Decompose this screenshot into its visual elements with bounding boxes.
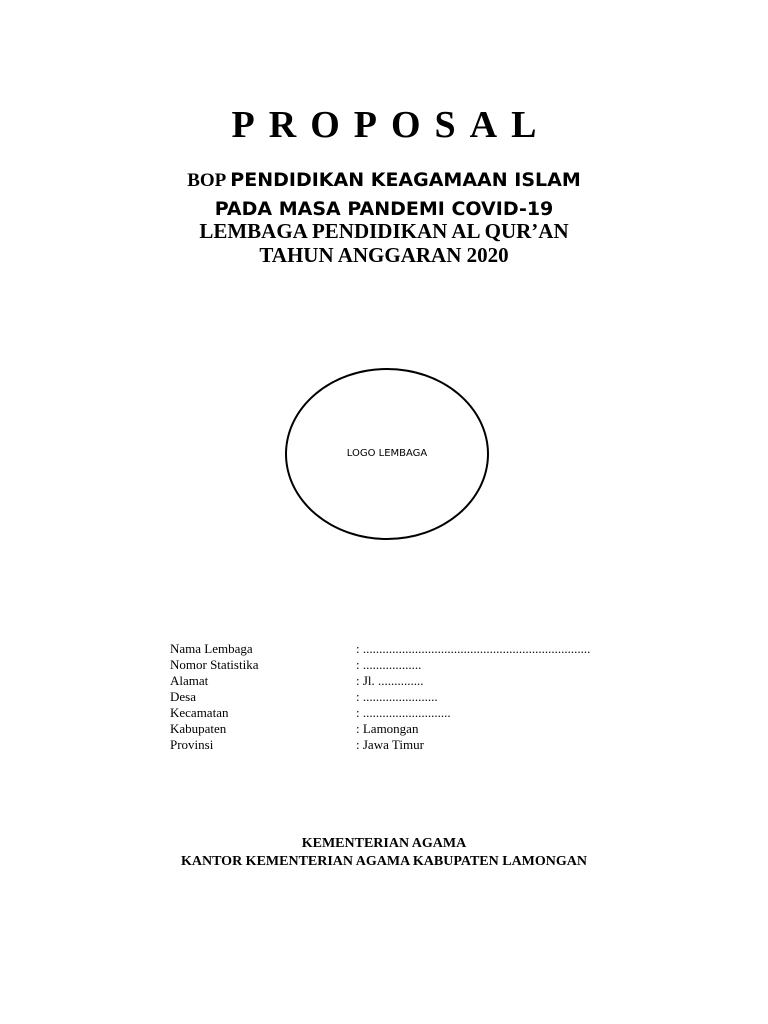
info-row [170,673,590,689]
info-row [170,689,590,705]
info-row [170,705,590,721]
info-row [170,737,590,753]
logo-placeholder-text: LOGO LEMBAGA [346,448,428,459]
subtitle-line-2: PADA MASA PANDEMI COVID-19 [214,198,554,220]
institution-block [0,219,768,267]
info-value: : Lamongan [356,721,419,736]
footer-office: KANTOR KEMENTERIAN AGAMA KABUPATEN LAMONGAN [180,854,588,869]
info-value: : Jawa Timur [356,737,424,752]
subtitle-main: PENDIDIKAN KEAGAMAAN ISLAM [230,169,581,191]
info-row [170,721,590,737]
info-row [170,641,590,657]
document-title: PROPOSAL [231,104,551,146]
info-row [170,657,590,673]
subtitle-block [0,166,768,222]
info-label: Alamat [170,673,209,688]
info-label: Kecamatan [170,705,229,720]
info-label: Kabupaten [170,721,227,736]
info-label: Nama Lembaga [170,641,253,656]
info-value: : ...................................................................... [356,641,591,656]
info-value: : ........................... [356,705,451,720]
info-value: : Jl. .............. [356,673,424,688]
info-label: Nomor Statistika [170,657,259,672]
subtitle-prefix: BOP [187,170,227,191]
subtitle-line-1 [0,166,768,196]
info-label: Provinsi [170,737,214,752]
budget-year: TAHUN ANGGARAN 2020 [259,243,509,267]
info-value: : .................. [356,657,422,672]
institution-info-table [170,641,590,753]
footer-ministry: KEMENTERIAN AGAMA [301,836,467,851]
footer-block [0,835,768,871]
info-label: Desa [170,689,196,704]
institution-name: LEMBAGA PENDIDIKAN AL QUR’AN [199,219,569,243]
info-value: : ....................... [356,689,438,704]
